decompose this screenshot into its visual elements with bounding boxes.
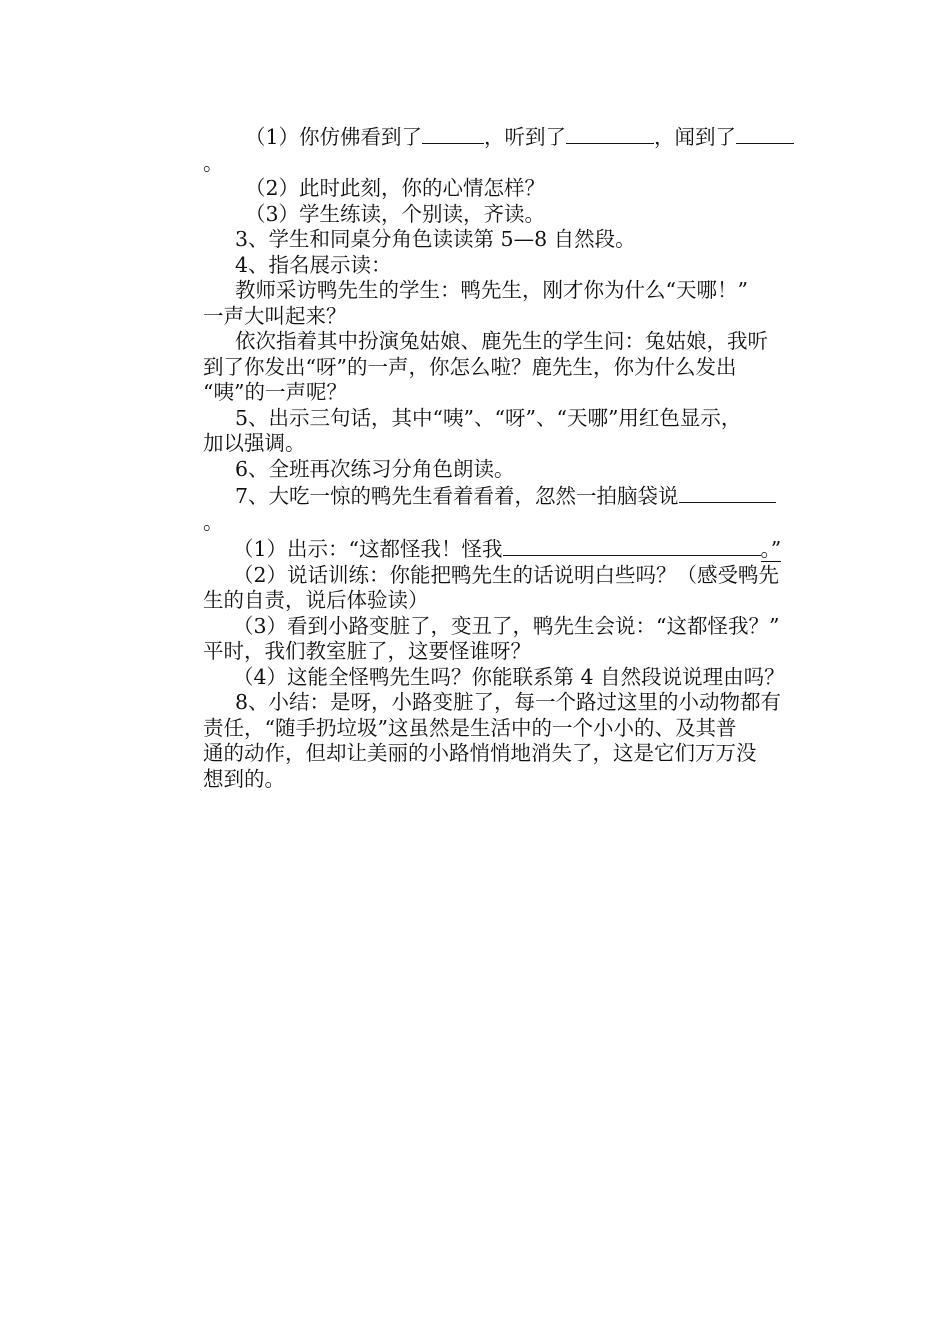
sub-1-text: （1）出示：“这都怪我！怪我	[233, 537, 503, 561]
step-7-line	[203, 482, 813, 510]
question-1-part-a: （1）你仿佛看到了	[245, 125, 423, 149]
step-5-line-1: 5、出示三句话，其中“咦”、“呀”、“天哪”用红色显示，	[235, 405, 742, 430]
sub-1-end: 。”	[760, 537, 782, 561]
step-7-text: 7、大吃一惊的鸭先生看着看着，忽然一拍脑袋说	[235, 484, 679, 508]
question-1-part-c: ，闻到了	[654, 125, 737, 149]
summary-line-1: 8、小结：是呀，小路变脏了，每一个路过这里的小动物都有	[235, 690, 782, 714]
fill-blank-duck-says	[679, 482, 776, 503]
sub-2-line-1: （2）说话训练：你能把鸭先生的话说明白些吗？（感受鸭先	[233, 562, 780, 587]
interview-line-2: 一声大叫起来？	[203, 303, 347, 328]
fill-blank-blame	[503, 535, 761, 556]
fill-blank-smelled	[736, 123, 794, 144]
summary-line-2: 责任，“随手扔垃圾”这虽然是生活中的一个小小的、及其普	[203, 715, 737, 740]
summary-line-3: 通的动作，但却让美丽的小路悄悄地消失了，这是它们万万没	[203, 741, 757, 765]
question-2: （2）此时此刻，你的心情怎样？	[245, 176, 546, 200]
fill-blank-seen	[422, 123, 484, 144]
interview-line-1: 教师采访鸭先生的学生：鸭先生，刚才你为什么“天哪！”	[235, 278, 748, 302]
step-3: 3、学生和同桌分角色读读第 5—8 自然段。	[235, 227, 636, 251]
lesson-text	[203, 123, 813, 792]
sub-3-line-1: （3）看到小路变脏了，变丑了，鸭先生会说：“这都怪我？”	[233, 613, 780, 638]
interview-line-4: 到了你发出“呀”的一声，你怎么啦？鹿先生，你为什么发出	[203, 354, 737, 379]
step-4: 4、指名展示读：	[235, 252, 392, 277]
fill-blank-heard	[566, 123, 654, 144]
sub-4: （4）这能全怪鸭先生吗？你能联系第 4 自然段说说理由吗？	[233, 664, 785, 689]
summary-line-4: 想到的。	[203, 766, 285, 791]
step-7-end: 。	[203, 509, 224, 534]
sub-1-line	[203, 535, 813, 563]
sub-3-line-2: 平时，我们教室脏了，这要怪谁呀？	[203, 639, 531, 663]
interview-line-3: 依次指着其中扮演兔姑娘、鹿先生的学生问：兔姑娘，我听	[235, 329, 768, 353]
question-1-line	[203, 123, 813, 151]
step-6: 6、全班再次练习分角色朗读。	[235, 456, 515, 481]
question-1-part-b: ，听到了	[484, 125, 567, 149]
step-5-line-2: 加以强调。	[203, 431, 306, 455]
sub-2-line-2: 生的自责，说后体验读）	[203, 588, 429, 612]
question-1-end: 。	[203, 150, 224, 175]
interview-line-5: “咦”的一声呢？	[203, 380, 347, 404]
question-3: （3）学生练读，个别读，齐读。	[245, 201, 546, 226]
